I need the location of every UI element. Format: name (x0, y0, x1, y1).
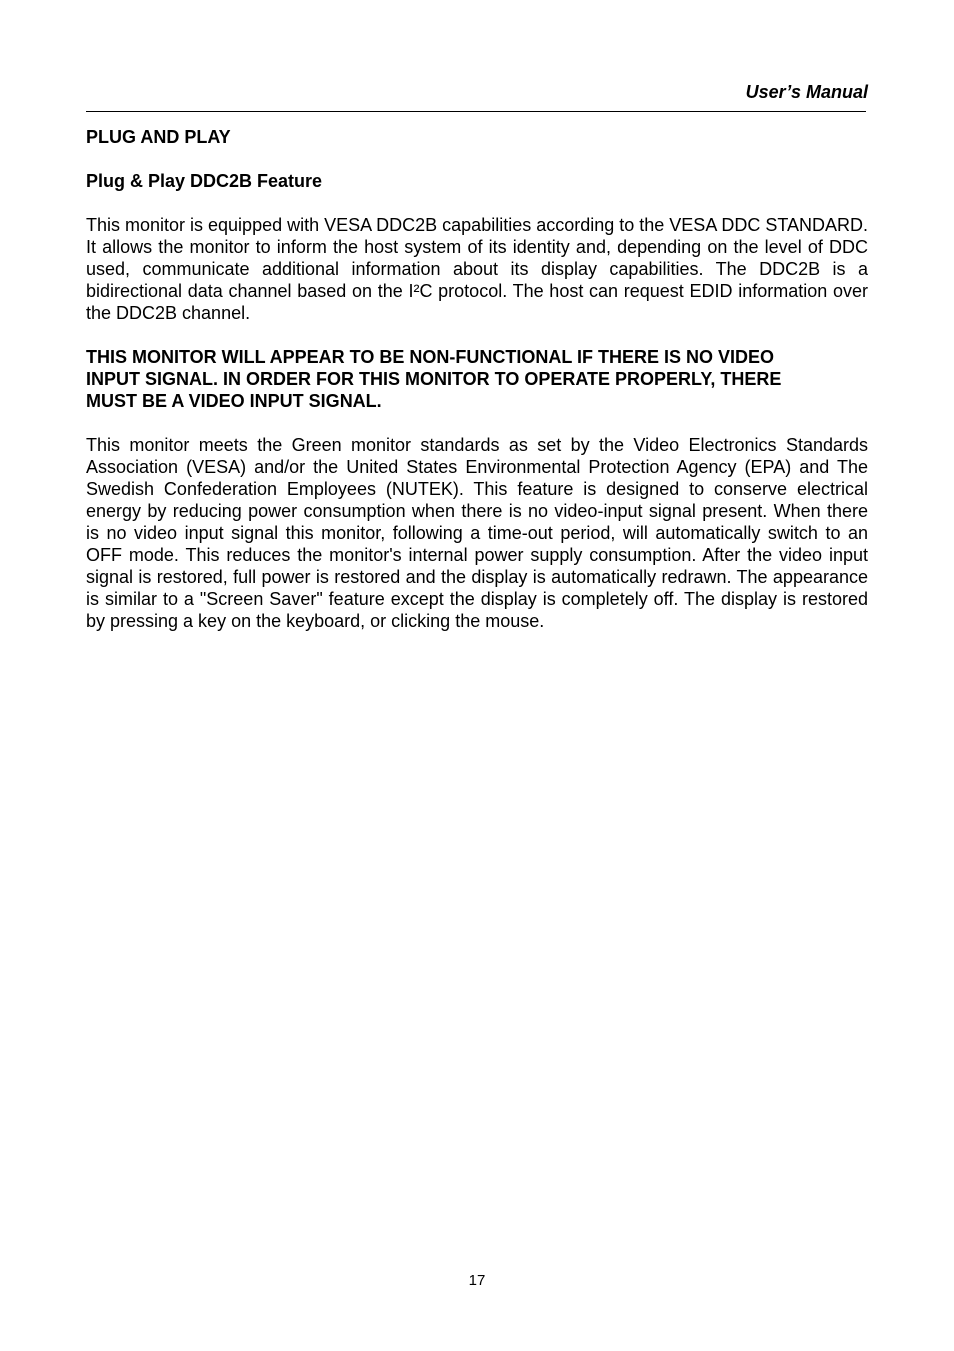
warning-notice: THIS MONITOR WILL APPEAR TO BE NON-FUNCTIONAL IF THERE IS NO VIDEO INPUT SIGNAL. IN ORDER FOR THIS MONITOR TO OPERATE PROPERLY, THERE MUST BE A VIDEO INPUT SIGNAL. (86, 347, 782, 411)
running-header-title: User’s Manual (745, 82, 868, 102)
page-content (86, 126, 868, 632)
green-standards-paragraph: This monitor meets the Green monitor standards as set by the Video Electronics Standards Association (VESA) and/or the United States Environmental Protection Agency (EPA) and The Swedish Confederation Employees (NUTEK). This feature is designed to conserve electrical energy by reducing power consumption when there is no video-input signal present. When there is no video input signal this monitor, following a time-out period, will automatically switch to an OFF mode. This reduces the monitor's internal power supply consumption. After the video input signal is restored, full power is restored and the display is automatically redrawn. The appearance is similar to a "Screen Saver" feature except the display is completely off. The display is restored by pressing a key on the keyboard, or clicking the mouse. (86, 435, 868, 631)
page-number: 17 (468, 1272, 486, 1289)
header-divider (86, 111, 866, 112)
section-heading: PLUG AND PLAY (86, 127, 231, 147)
sub-heading: Plug & Play DDC2B Feature (86, 171, 323, 191)
ddc-paragraph: This monitor is equipped with VESA DDC2B capabilities according to the VESA DDC STANDARD. It allows the monitor to inform the host system of its identity and, depending on the level of DDC used, communicate additional information about its display capabilities. The DDC2B is a bidirectional data channel based on the I²C protocol. The host can request EDID information over the DDC2B channel. (86, 215, 868, 323)
